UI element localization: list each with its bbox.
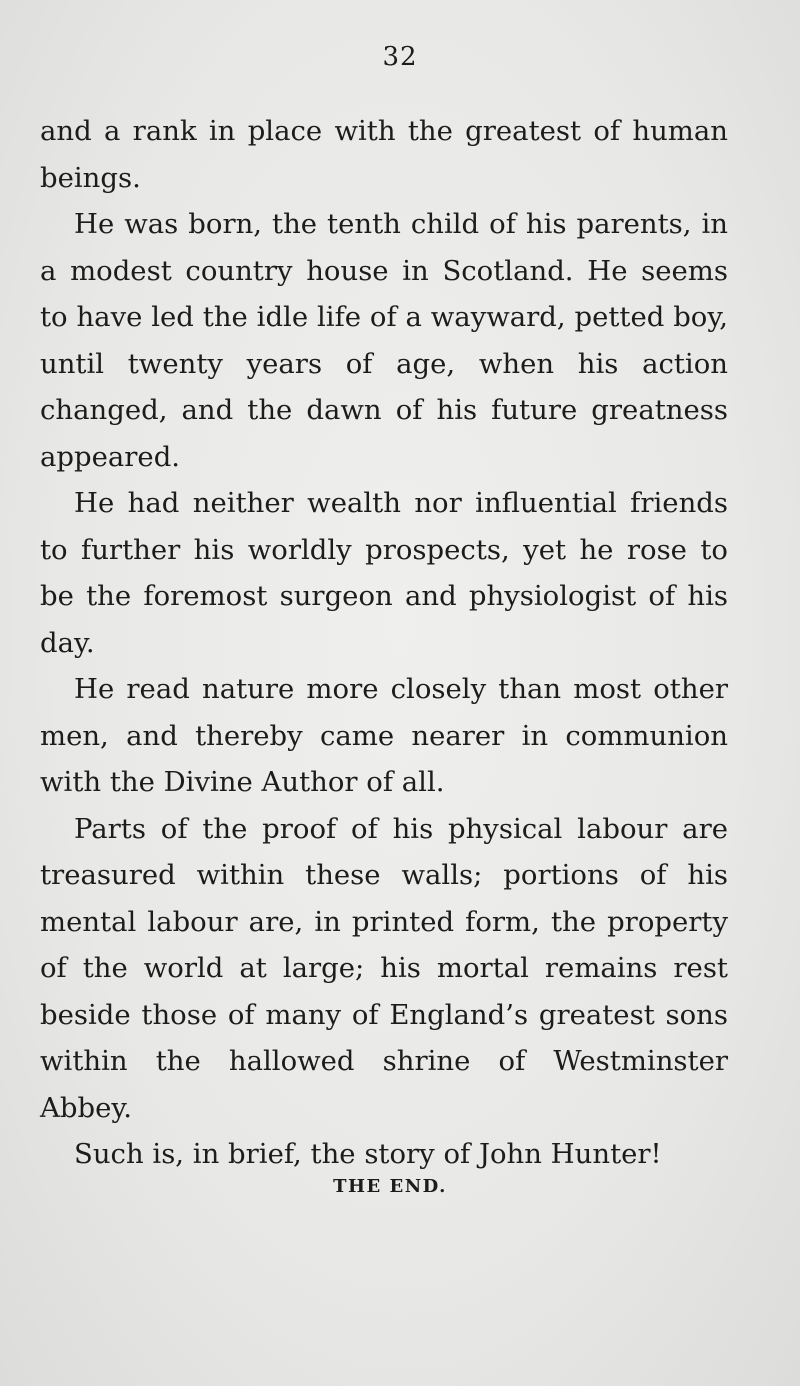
paragraph-2: He was born, the tenth child of his parents, in a modest country house in Scotland. He seems to have led the idle life of a wayward, petted boy, until twenty years of age, when his action changed, and the dawn of his future greatness appeared. <box>40 208 728 473</box>
paragraph-3: He had neither wealth nor influential friends to further his worldly prospects, yet he rose to be the foremost surgeon and physiologist of his day. <box>40 487 728 659</box>
paragraph-4: He read nature more closely than most other men, and thereby came nearer in communion with the Divine Author of all. <box>40 673 728 798</box>
page-number: 32 <box>382 42 418 72</box>
paragraph-6: Such is, in brief, the story of John Hunter! <box>74 1138 662 1170</box>
paragraph-5: Parts of the proof of his physical labour are treasured within these walls; portions of his mental labour are, in printed form, the property of the world at large; his mortal remains rest beside those of many of England’s greatest sons within the hallowed shrine of Westminster Abbey. <box>40 812 728 1124</box>
the-end-label: THE END. <box>333 1176 447 1197</box>
paragraph-1: and a rank in place with the greatest of human beings. <box>40 115 728 194</box>
body-text <box>40 108 728 1178</box>
